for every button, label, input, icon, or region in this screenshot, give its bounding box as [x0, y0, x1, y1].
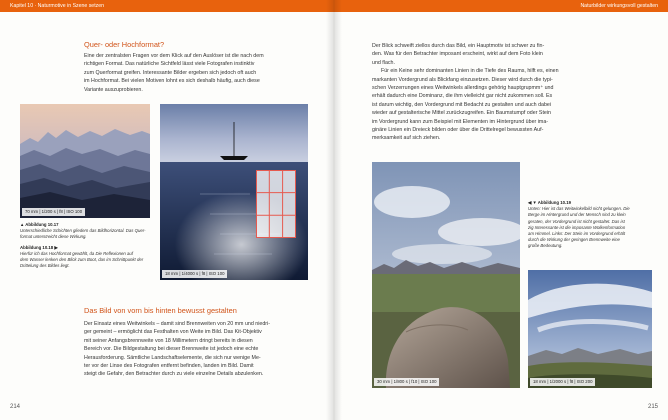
body-line: Für ein Keine sehr dominanten Linien in die Tiefe des Raums, hilft es, einen [381, 68, 559, 75]
body-line: erhält dadurch eine Dominanz, die ihm vielleicht gar nicht zukommen soll. Es [372, 93, 553, 100]
caption-title: ▲ Abbildung 10.17 [20, 222, 59, 227]
exif-label: 18 mm | 1/4000 s | f8 | ISO 100 [162, 270, 227, 278]
caption-title: Abbildung 10.18 ▶ [20, 244, 58, 250]
photo-mountain-layers [20, 104, 150, 218]
photo-sailboat [160, 104, 308, 280]
body-line: richtigen Format. Das natürliche Sichtfeld lässt viele Fotografen instinktiv [84, 61, 255, 68]
photo-rock-foreground [372, 162, 520, 388]
caption-line: durch die Wirkung der geringen Brennweite eine [528, 237, 620, 243]
page-number-left: 214 [10, 404, 21, 410]
body-line: steigt die Gefahr, den Betrachter durch zu viele einzelne Details abzulenken. [84, 371, 264, 378]
section-header-bar: Naturbilder wirkungsvoll gestalten [334, 0, 668, 12]
caption-title: ◀ ▼ Abbildung 10.19 [528, 200, 571, 205]
page-number-right: 215 [647, 404, 658, 410]
body-line: Der Blick schweift ziellos durch das Bild, ein Hauptmotiv ist schwer zu fin- [372, 43, 545, 49]
right-page [334, 0, 668, 420]
body-line: zum Querformat greifen. Interessante Bilder ergeben sich jedoch oft auch [84, 69, 257, 76]
section-heading-foreground: Das Bild von vorn bis hinten bewusst gestalten [84, 306, 237, 315]
caption-line: Unten: Hier ist das Weitwinkelbild nicht gelungen. Die [528, 206, 630, 212]
body-line: Bereich vor. Die Bildgestaltung bei dieser Brennweite ist jedoch eine echte [84, 346, 259, 353]
body-line: im Hochformat. Bei vielen Motiven lohnt es sich deshalb häufig, auch diese [84, 78, 260, 85]
caption-line: am Himmel. Links: Der Stein im Vordergrund erhält [528, 231, 626, 237]
caption-line: große Bedeutung. [528, 243, 563, 249]
section-heading-format: Quer- oder Hochformat? [84, 40, 165, 49]
body-line: wieder auf gestalterische Mittel zurückzugreifen. Ein Baumstumpf oder Stein [372, 110, 552, 117]
caption-line: zig Interessante ist die imposante Wolkenformation [528, 224, 626, 230]
caption-figure-10-19 [528, 200, 656, 250]
section-body-foreground [84, 320, 310, 379]
body-line: Der Einsatz eines Weitwinkels – damit sind Brennweiten von 20 mm und niedri- [84, 321, 270, 327]
photo-wide-sky [528, 270, 652, 388]
body-line: und flach. [372, 59, 395, 66]
body-line: ter vor der Linse des Fotografen entfernt befinden, landen im Bild. Damit [84, 363, 254, 370]
exif-label: 30 mm | 1/800 s | f10 | ISO 100 [374, 378, 439, 386]
section-body-format [84, 52, 306, 94]
rock-foreground-image [372, 162, 520, 388]
mountain-layers-image [20, 104, 150, 218]
body-line: Variante auszuprobieren. [84, 86, 143, 93]
body-line: den. Was für den Betrachter imposant erscheint, wirkt auf dem Foto klein [372, 51, 543, 58]
caption-line: dem Wasser lenken den Blick zum Boot, das im Schnittpunkt der [20, 257, 144, 263]
body-line: markanten Vordergrund als Blickfang einzusetzen. Dieser wird durch die typi- [372, 76, 553, 83]
caption-line: geraten, der Vordergrund ist nicht gestaltet. Das ist [528, 218, 625, 224]
body-line: ist darum wichtig, den Vordergrund mit Bedacht zu gestalten und auch dabei [372, 101, 552, 108]
body-line: mit seiner Anfangsbrennweite von 18 Millimetern dringt bereits in diesen [84, 337, 253, 344]
caption-line: format unterstreicht diese Wirkung. [20, 234, 87, 240]
caption-figure-10-17 [20, 222, 156, 273]
body-line: Eine der zentralsten Fragen vor dem Klick auf den Auslöser ist die nach dem [84, 53, 264, 59]
body-line: im Vordergrund kann zum Beispiel mit Elementen im Hintergrund über ima- [372, 118, 549, 125]
caption-line: Hierfür ich das Hochformat gewählt, da Die Reflexionen auf [20, 250, 133, 256]
caption-line: Unterschiedliche Schichten gliedern das Bildhorizontal. Das Quer- [20, 228, 146, 234]
body-line: ger gemeint – ermöglicht das Festhalten von Weite im Bild. Das Kit-Objektiv [84, 329, 262, 336]
exif-label: 18 mm | 1/2000 s | f8 | ISO 200 [530, 378, 595, 386]
right-body-text [372, 42, 642, 143]
chapter-header-bar: Kapitel 10 · Naturmotive in Szene setzen [0, 0, 334, 12]
thirds-grid-overlay [256, 170, 296, 238]
wide-sky-image [528, 270, 652, 388]
caption-line: Drittelung des Bildes liegt. [20, 263, 70, 269]
body-line: merksamkeit auf sich ziehen. [372, 135, 441, 142]
body-line: Herausforderung. Sämtliche Landschaftselemente, die sich nur wenige Me- [84, 354, 261, 361]
body-line: ginäre Linien ein Dreieck bilden oder über die Drittelregel bewussten Auf- [372, 127, 544, 134]
exif-label: 70 mm | 1/200 s | f8 | ISO 100 [22, 208, 85, 216]
caption-line: Berge im Hintergrund und der Mensch sind zu klein [528, 212, 626, 218]
body-line: schen Verzerrungen eines Weitwinkels allerdings gehörig hauptgrupmm⁺ und [372, 85, 554, 92]
